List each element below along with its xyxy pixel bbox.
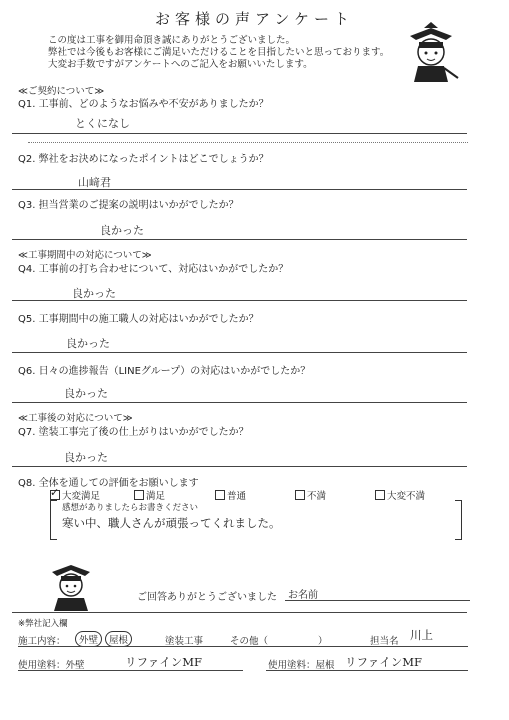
office-divider [12,612,467,613]
work-items [75,631,132,647]
name-label: お名前 [288,590,318,601]
work-item-roof[interactable]: 屋根 [105,631,132,647]
q6-label: Q6. 日々の進捗報告（LINEグループ）の対応はいかがでしたか？ [18,366,311,377]
q4-label: Q4. 工事前の打ち合わせについて、対応はいかがでしたか？ [18,264,289,275]
section-after: ≪工事後の対応について≫ [18,413,133,424]
q6-answer: 良かった [64,387,108,400]
q5-label: Q5. 工事期間中の施工職人の対応はいかがでしたか？ [18,314,259,325]
checkbox-very-dissatisfied[interactable] [375,490,385,500]
work-type: 塗装工事 [165,636,204,647]
checkbox-satisfied[interactable] [134,490,144,500]
q7-rule [12,466,467,467]
q4-rule [12,300,467,301]
staff-value[interactable]: 川上 [410,628,433,642]
staff-label: 担当名 [370,636,399,647]
comment-bracket-left [50,500,57,540]
q2-rule [12,189,467,190]
section-construction: ≪工事期間中の対応について≫ [18,250,152,261]
samurai-mascot-icon [400,22,462,84]
samurai-mascot-icon [46,560,96,612]
q5-rule [12,352,467,353]
checkbox-dissatisfied[interactable] [295,490,305,500]
q2-answer: 山﨑君 [78,176,111,189]
paint-roof-label: 使用塗料：屋根 [268,660,335,671]
office-label: ※弊社記入欄 [18,619,68,629]
option-dissatisfied[interactable] [295,488,326,502]
intro-line-1: この度は工事を御用命頂き誠にありがとうございました。 [48,35,296,46]
q4-answer: 良かった [72,287,116,300]
paint-roof-underline [266,670,468,671]
option-label: 満足 [146,491,166,502]
comment-text[interactable]: 寒い中、職人さんが頑張ってくれました。 [62,516,281,530]
option-very-satisfied[interactable] [50,488,100,502]
other-label: その他（ [230,636,269,647]
work-item-outer[interactable]: 外壁 [75,631,102,647]
option-satisfied[interactable] [134,488,165,502]
q3-label: Q3. 担当営業のご提案の説明はいかがでしたか？ [18,200,239,211]
work-underline [18,646,468,647]
q3-answer: 良かった [100,224,144,237]
option-label: 大変満足 [62,491,101,502]
thanks-text: ご回答ありがとうございました [137,592,277,603]
paint-roof-value[interactable]: リファインMF [345,655,423,669]
q2-label: Q2. 弊社をお決めになったポイントはどこでしょうか？ [18,154,269,165]
q1-dash [28,142,468,143]
q1-label: Q1. 工事前、どのようなお悩みや不安がありましたか？ [18,99,269,110]
q1-rule [12,133,467,134]
intro-line-3: 大変お手数ですがアンケートへのご記入をお願いいたします。 [48,59,313,70]
intro-line-2: 弊社では今後もお客様にご満足いただけることを目指したいと思っております。 [48,47,390,58]
paint-outer-underline [18,670,243,671]
option-normal[interactable] [215,488,246,502]
q1-answer: とくになし [75,117,130,130]
q8-label: Q8. 全体を通しての評価をお願いします [18,478,199,489]
name-underline [285,600,470,601]
comment-prompt: 感想がありましたらお書きください [62,503,199,513]
paint-outer-label: 使用塗料：外壁 [18,660,85,671]
checkbox-normal[interactable] [215,490,225,500]
page-title: お客様の声アンケート [154,10,355,28]
option-label: 普通 [227,491,247,502]
option-label: 大変不満 [387,491,426,502]
q7-answer: 良かった [64,451,108,464]
q7-label: Q7. 塗装工事完了後の仕上がりはいかがでしたか？ [18,427,249,438]
q5-answer: 良かった [66,337,110,350]
q6-rule [12,402,467,403]
q3-rule [12,239,467,240]
option-label: 不満 [307,491,327,502]
work-label: 施工内容： [18,636,66,647]
section-contract: ≪ご契約について≫ [18,86,105,97]
checkbox-very-satisfied[interactable] [50,490,60,500]
other-close: ） [318,636,328,647]
comment-bracket-right [455,500,462,540]
paint-outer-value[interactable]: リファインMF [125,655,203,669]
option-very-dissatisfied[interactable] [375,488,425,502]
